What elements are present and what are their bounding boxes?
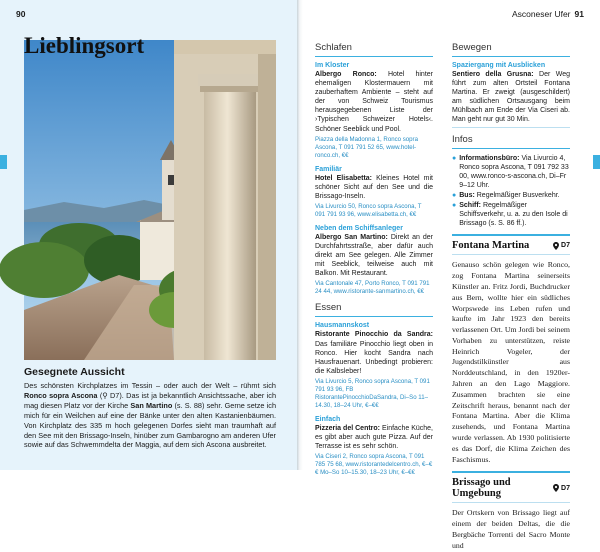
- info-item: ● Informationsbüro: Via Livurcio 4, Ronco sopra Ascona, T 091 792 33 00, www.ronco-s-ascona.ch, Di–Fr 9–12 Uhr.: [452, 154, 569, 189]
- entry-category: Im Kloster: [315, 62, 350, 69]
- entry-text: Sentiero della Grusna: Der Weg führt zum alten Ortsteil Fontana Martina. Er zweigt (ausgeschildert) am südlichen Ortsausgang beim Mühlbach am Ende der Via Ciseri ab. Man geht nur gut 30 Min.: [452, 71, 570, 124]
- section-title: Asconeser Ufer: [511, 9, 571, 19]
- map-reference: D7: [553, 242, 570, 250]
- feature-heading: Brissago und Umgebung D7: [452, 477, 570, 503]
- map-pin-icon: [553, 242, 559, 250]
- entry-category: Familiär: [315, 165, 342, 173]
- feature-text: Der Ortskern von Brissago liegt auf einem der beiden Deltas, die die Bergbäche Torrenti del Sacro Monte und: [452, 508, 570, 550]
- info-item: ● Schiff: Regelmäßiger Schiffsverkehr, u. a. zu den Isole di Brissago (s. S. 86 ff.).: [452, 202, 568, 228]
- article-body: Des schönsten Kirchplatzes im Tessin – oder auch der Welt – rühmt sich Ronco sopra Ascona (⚲ D7). Das ist ja bekanntlich Ansichtssache, aber ich mag diesen Platz vor der Kirche San Martino (s. S. 88) sehr. Gerne setze ich mich für ein Weilchen auf eine der Bänke unter den alten Kastanienbäumen. Von Kirchplatz des 335 m hoch gelegenen Dorfes sieht man traumhaft auf den See mit den Brissago-Inseln, hinüber zum Gambarogno am anderen Ufer sowie auf das Schwemmdelta der Maggia, auf dem sich Ascona ausbreitet.: [24, 381, 277, 450]
- article-heading: Gesegnete Aussicht: [24, 366, 125, 378]
- left-article: [24, 366, 276, 450]
- feature-heading: Fontana Martina D7: [452, 240, 570, 255]
- entry-category: Hausmannskost: [315, 322, 370, 330]
- map-reference: D7: [553, 484, 570, 492]
- entry-address: Via Cantonale 47, Porto Ronco, T 091 791 24 44, www.ristorante-sanmartino.ch, €€: [315, 280, 430, 296]
- church-photo: [24, 40, 276, 360]
- section-heading-infos: Infos: [452, 134, 570, 149]
- page-number: 90: [16, 9, 26, 19]
- section-heading-essen: Essen: [315, 302, 433, 317]
- entry-address: Via Ciseri 2, Ronco sopra Ascona, T 091 785 75 68, www.ristorantedelcentro.ch, €–€€ Mo–So 10–15.30, 18–23 Uhr, €–€€: [315, 453, 433, 477]
- info-item: ● Bus: Regelmäßiger Busverkehr.: [452, 191, 560, 199]
- entry-text: Albergo Ronco: Hotel hinter ehemaligen Klostermauern mit zauberhaftem Ambiente – steht auf der von Schweiz Tourismus herausgegebenen Liste der ›Typischen Schweizer Hotels‹. Schöner Seeblick und Pool.: [315, 71, 433, 133]
- thumb-tab: [593, 155, 600, 169]
- section-heading-schlafen: Schlafen: [315, 42, 433, 57]
- feature-brissago: [452, 471, 570, 551]
- page-title: Lieblingsort: [24, 33, 145, 58]
- entry-category: Neben dem Schiffsanleger: [315, 224, 403, 232]
- bullet-icon: ●: [452, 154, 457, 162]
- entry-category: Einfach: [315, 415, 341, 423]
- entry-text: Albergo San Martino: Direkt an der Durchfahrtsstraße, aber dafür auch direkt am See gelegen. Alle Zimmer mit Seeblick, teilweise auch mit Balkon. Mit Restaurant.: [315, 233, 433, 278]
- column-left: [315, 42, 433, 483]
- column-right: [452, 42, 570, 552]
- bullet-icon: ●: [452, 191, 457, 199]
- map-pin-icon: [553, 484, 559, 492]
- section-heading-bewegen: Bewegen: [452, 42, 570, 57]
- divider: [452, 127, 570, 128]
- page-number: 91: [574, 9, 584, 19]
- entry-address: Via Livurcio 50, Ronco sopra Ascona, T 091 791 93 96, www.elisabetta.ch, €€: [315, 202, 422, 218]
- entry-address: Piazza della Madonna 1, Ronco sopra Ascona, T 091 791 52 65, www.hotel-ronco.ch, €€: [315, 135, 418, 159]
- entry-text: Hotel Elisabetta: Kleines Hotel mit schöner Sicht auf den See und die Brissago-Inseln.: [315, 174, 433, 200]
- thumb-tab: [0, 155, 7, 169]
- entry-address: Via Livurcio 5, Ronco sopra Ascona, T 091 791 93 96, FB RistorantePinocchioDaSandra, Di–So 11–14.30, 18–24 Uhr, €–€€: [315, 377, 430, 409]
- feature-fontana-martina: [452, 234, 570, 465]
- left-page: [0, 0, 297, 470]
- feature-text: Genauso schön gelegen wie Ronco, zog Fontana Martina seinerseits Künstler an. Fritz Jordi, Buchdrucker aus Bern, wollte hier ein südliches Worpswede ins Leben rufen und kaufte im Jahr 1923 den bereits verlassenen Ort. Um Jordi bei seinem Vorhaben zu unterstützen, reiste Heinrich Vogeler, der Jugendstilkünstler aus Norddeutschland, in den 1920er-Jahren an den Lago Maggiore. Zusammen brachten sie eine Zeitschrift heraus, benannt nach der Fontana Martina. Aber die Klima zusehends, und Fontana Martina wurde verlassen. Ab 1930 politisierte es das Dorf, die Klima Zeichen des Faschismus.: [452, 260, 570, 464]
- entry-text: Ristorante Pinocchio da Sandra: Das familiäre Pinocchio liegt oben in Ronco. Hier kocht Sandra nach Hausfrauenart. Unbedingt probieren: die Kalbsleber!: [315, 331, 433, 375]
- bullet-icon: ●: [452, 202, 457, 210]
- running-header: [512, 9, 584, 19]
- entry-text: Pizzeria del Centro: Einfache Küche, es gibt aber auch gute Pizza. Auf der Terrasse ist es sehr schön.: [315, 424, 433, 451]
- entry-category: Spaziergang mit Ausblicken: [452, 62, 546, 69]
